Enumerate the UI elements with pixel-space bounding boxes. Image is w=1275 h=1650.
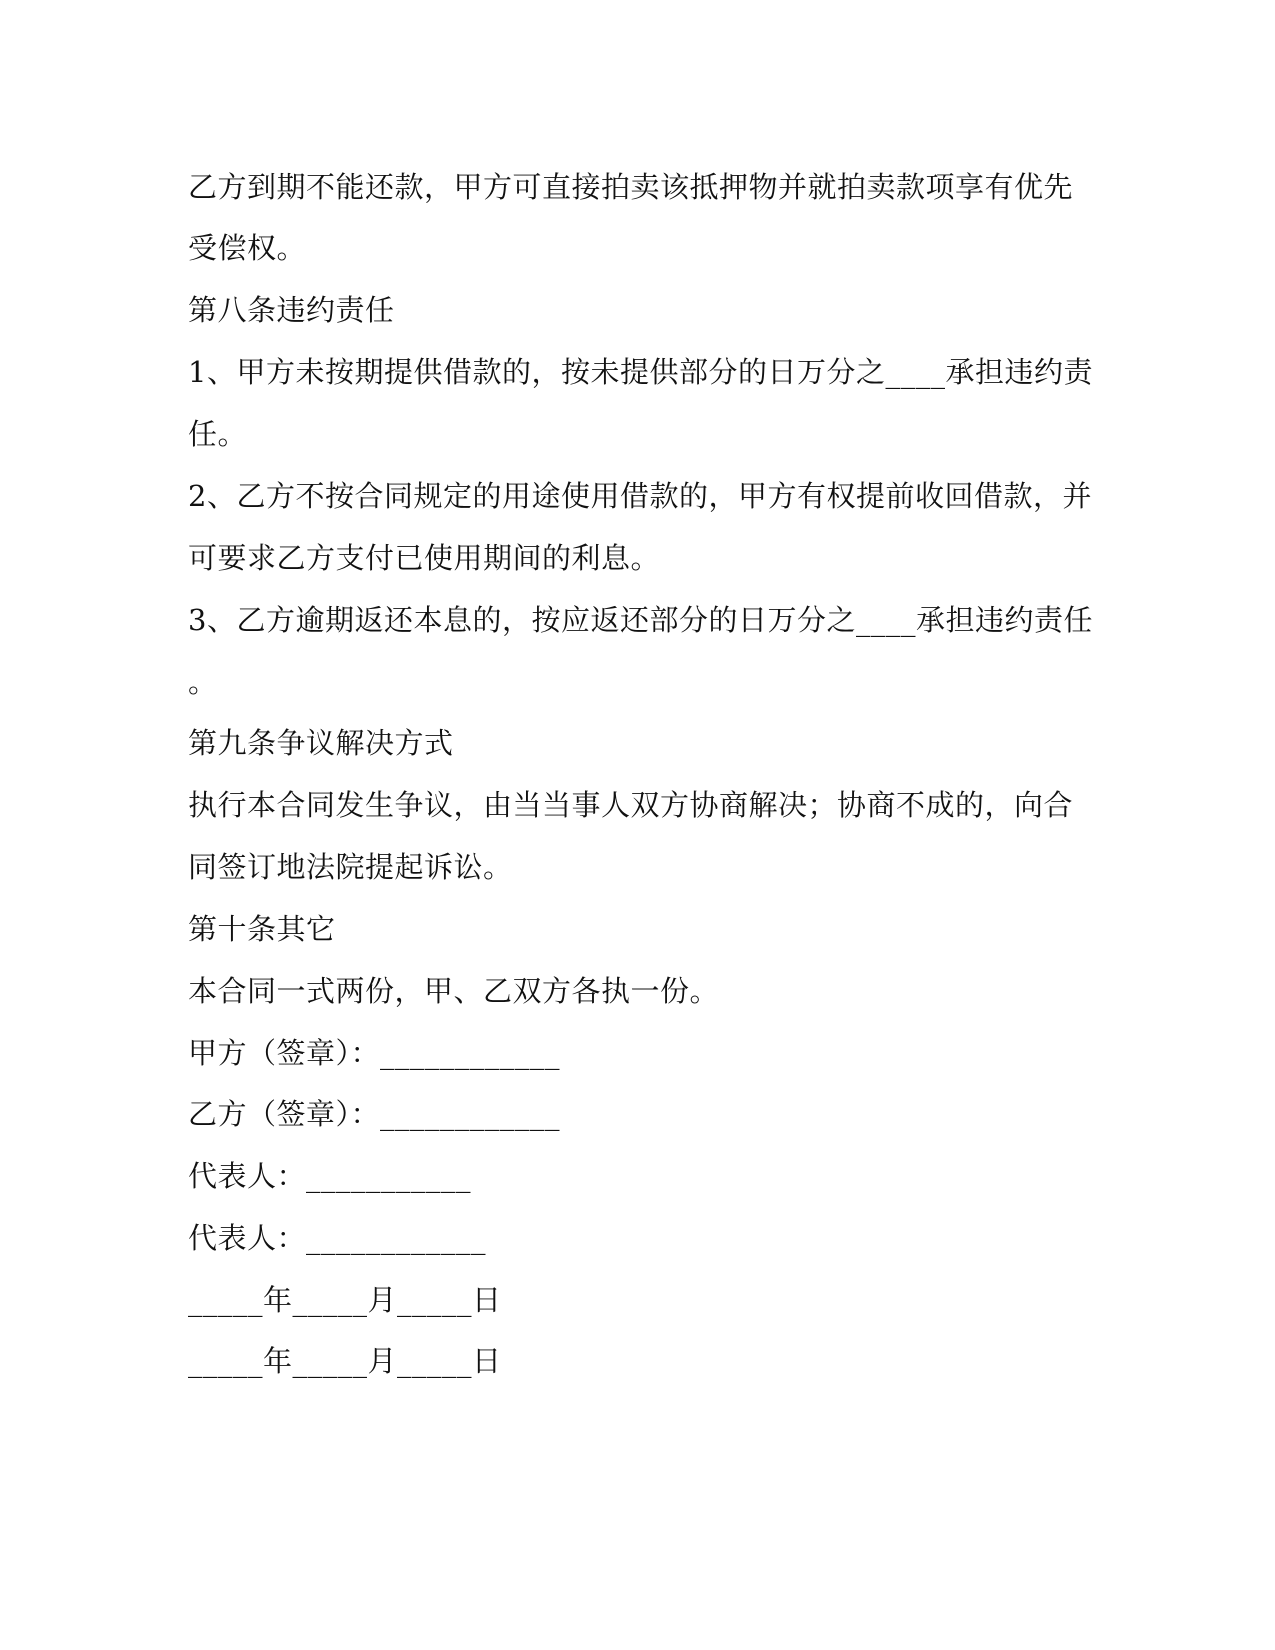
text-line: 任。 — [188, 417, 248, 451]
text-line: 可要求乙方支付已使用期间的利息。 — [188, 541, 661, 575]
section-heading: 第十条其它 — [188, 912, 336, 946]
text-line: 本合同一式两份，甲、乙双方各执一份。 — [188, 974, 720, 1008]
signature-line-party-b: 乙方（签章）：____________ — [188, 1097, 561, 1131]
date-line: _____年_____月_____日 — [188, 1283, 502, 1317]
signature-line-party-a: 甲方（签章）：____________ — [188, 1036, 561, 1070]
date-line: _____年_____月_____日 — [188, 1344, 502, 1378]
text-line: 。 — [188, 665, 218, 699]
representative-line: 代表人：____________ — [188, 1221, 487, 1255]
section-heading: 第九条争议解决方式 — [188, 726, 454, 760]
text-line: 3、乙方逾期返还本息的，按应返还部分的日万分之____承担违约责任 — [188, 603, 1093, 637]
text-line: 1、甲方未按期提供借款的，按未提供部分的日万分之____承担违约责 — [188, 355, 1093, 389]
text-line: 乙方到期不能还款，甲方可直接拍卖该抵押物并就拍卖款项享有优先 — [188, 170, 1074, 204]
text-line: 执行本合同发生争议，由当当事人双方协商解决；协商不成的，向合 — [188, 788, 1074, 822]
section-heading: 第八条违约责任 — [188, 293, 395, 327]
representative-line: 代表人：___________ — [188, 1159, 472, 1193]
text-line: 同签订地法院提起诉讼。 — [188, 850, 513, 884]
text-line: 受偿权。 — [188, 231, 307, 265]
text-line: 2、乙方不按合同规定的用途使用借款的，甲方有权提前收回借款，并 — [188, 479, 1092, 513]
